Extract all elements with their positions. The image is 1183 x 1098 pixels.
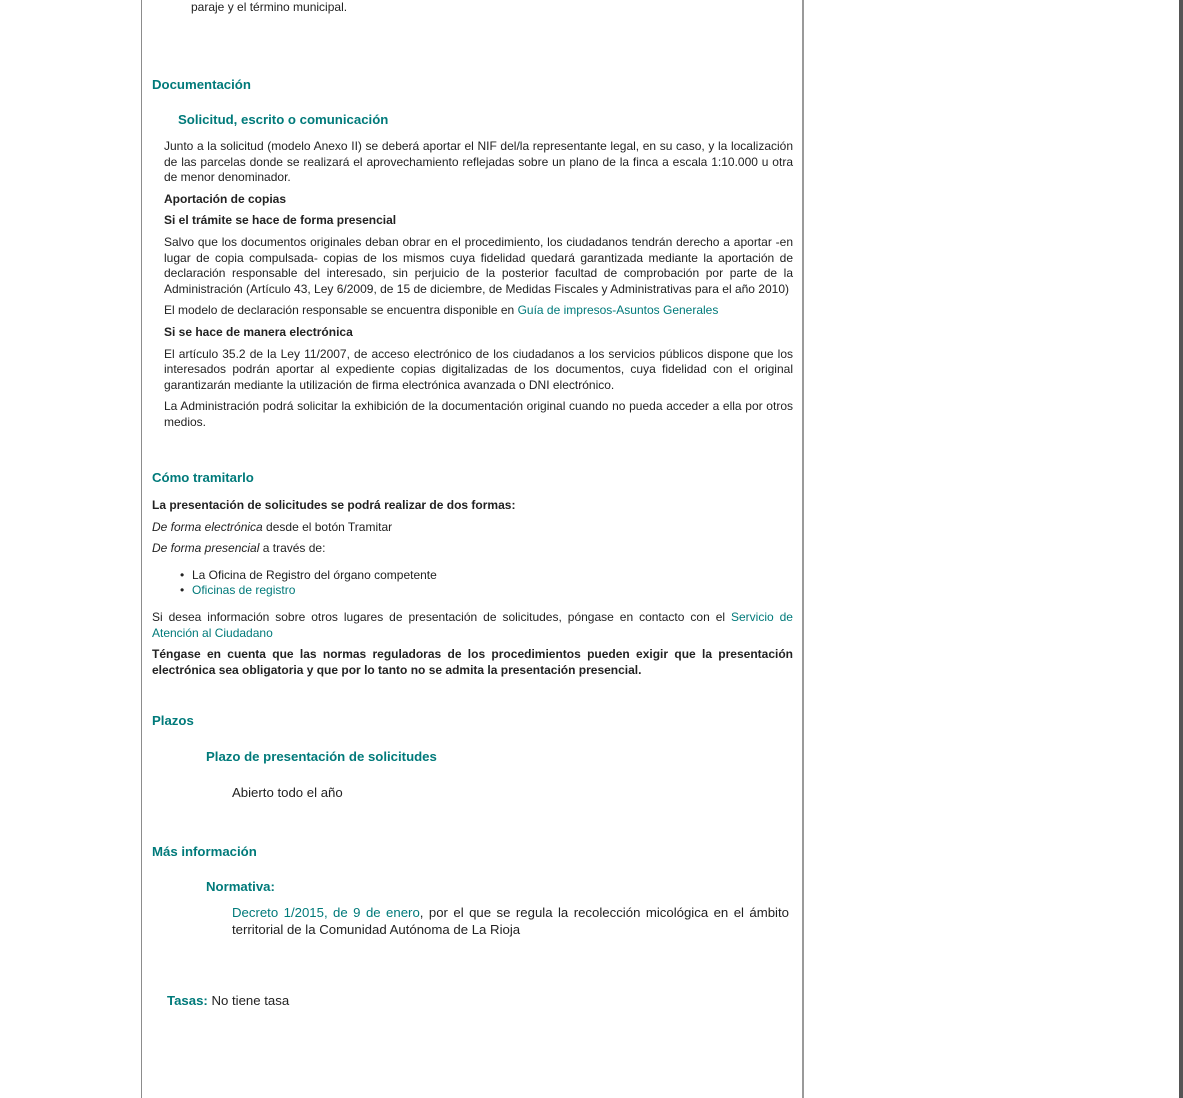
guia-impresos-link[interactable]: Guía de impresos-Asuntos Generales xyxy=(517,303,719,318)
tasas-label: Tasas: xyxy=(167,993,208,1008)
section-title-tramitar: Cómo tramitarlo xyxy=(152,470,254,485)
forma-electronica-text: desde el botón Tramitar xyxy=(262,519,393,534)
normativa-label: Normativa: xyxy=(206,879,275,894)
content-left-border xyxy=(141,0,142,1098)
subsection-title-solicitud: Solicitud, escrito o comunicación xyxy=(178,112,389,127)
forma-presencial-text: a través de: xyxy=(259,541,326,556)
aportacion-copias-label: Aportación de copias xyxy=(164,191,287,206)
tasas-value: No tiene tasa xyxy=(207,993,290,1008)
section-title-documentacion: Documentación xyxy=(152,77,251,92)
documentacion-paragraph-2: Salvo que los documentos originales deban obrar en el procedimiento, los ciudadanos tendrán derecho a aportar -en lugar de copia compulsada- copias de los mismos cuya fidelidad quedará garantizada mediante la aportación de declaración responsable del interesado, sin perjuicio de la posterior facultad de comprobación por parte de la Administración (Artículo 43, Ley 6/2009, de 15 de diciembre, de Medidas Fiscales y Administrativas para el año 2010) xyxy=(164,234,793,296)
presencial-list xyxy=(180,568,793,599)
tramitar-warning: Téngase en cuenta que las normas reguladoras de los procedimientos pueden exigir que la presentación electrónica sea obligatoria y que por lo tanto no se admita la presentación presencial. xyxy=(152,647,793,677)
tasas-line xyxy=(167,993,289,1009)
plazo-value: Abierto todo el año xyxy=(232,785,343,800)
forma-electronica-line xyxy=(152,520,793,536)
documentacion-paragraph-5: La Administración podrá solicitar la exhibición de la documentación original cuando no pueda acceder a ella por otros medios. xyxy=(164,399,793,429)
section-title-mas-informacion: Más información xyxy=(152,844,257,859)
section-title-plazos: Plazos xyxy=(152,713,194,728)
list-item: • La Oficina de Registro del órgano competente xyxy=(180,568,793,584)
forma-presencial-label: De forma presencial xyxy=(152,541,260,556)
servicio-atencion-link[interactable]: Servicio de Atención al Ciudadano xyxy=(152,609,793,640)
tramitar-body xyxy=(152,498,793,678)
declaracion-text: El modelo de declaración responsable se encuentra disponible en xyxy=(164,303,518,318)
window-edge xyxy=(1179,0,1183,1098)
info-text: Si desea información sobre otros lugares de presentación de solicitudes, póngase en contacto con el xyxy=(152,609,731,624)
info-paragraph xyxy=(152,610,793,641)
list-item xyxy=(180,583,793,599)
forma-electronica-label: De forma electrónica xyxy=(152,519,263,534)
documentacion-body xyxy=(164,139,793,431)
documentacion-paragraph-4: El artículo 35.2 de la Ley 11/2007, de acceso electrónico de los ciudadanos a los servicios públicos dispone que los interesados podrán aportar al expediente copias digitalizadas de los documentos, cuya fidelidad con el original garantizarán mediante la utilización de firma electrónica avanzada o DNI electrónico. xyxy=(164,346,793,392)
oficinas-registro-link[interactable]: Oficinas de registro xyxy=(192,583,296,598)
electronica-label: Si se hace de manera electrónica xyxy=(164,324,353,339)
subsection-title-plazo-solicitudes: Plazo de presentación de solicitudes xyxy=(206,749,437,764)
intro-fragment: paraje y el término municipal. xyxy=(191,0,348,14)
documentacion-paragraph-1: Junto a la solicitud (modelo Anexo II) se deberá aportar el NIF del/la representante legal, en su caso, y la localización de las parcelas donde se realizará el aprovechamiento reflejadas sobre un plano de la finca a escala 1:10.000 u otra de menor denominador. xyxy=(164,139,793,185)
normativa-text: , por el que se regula la recolección micológica en el ámbito territorial de la Comunidad Autónoma de La Rioja xyxy=(232,905,789,937)
forma-presencial-line xyxy=(152,541,793,557)
presencial-label: Si el trámite se hace de forma presencial xyxy=(164,213,397,228)
decreto-link[interactable]: Decreto 1/2015, de 9 de enero xyxy=(232,905,420,920)
normativa-paragraph xyxy=(232,904,789,938)
tramitar-lead: La presentación de solicitudes se podrá realizar de dos formas: xyxy=(152,498,516,512)
declaracion-paragraph xyxy=(164,303,793,319)
content-right-border xyxy=(802,0,804,1098)
